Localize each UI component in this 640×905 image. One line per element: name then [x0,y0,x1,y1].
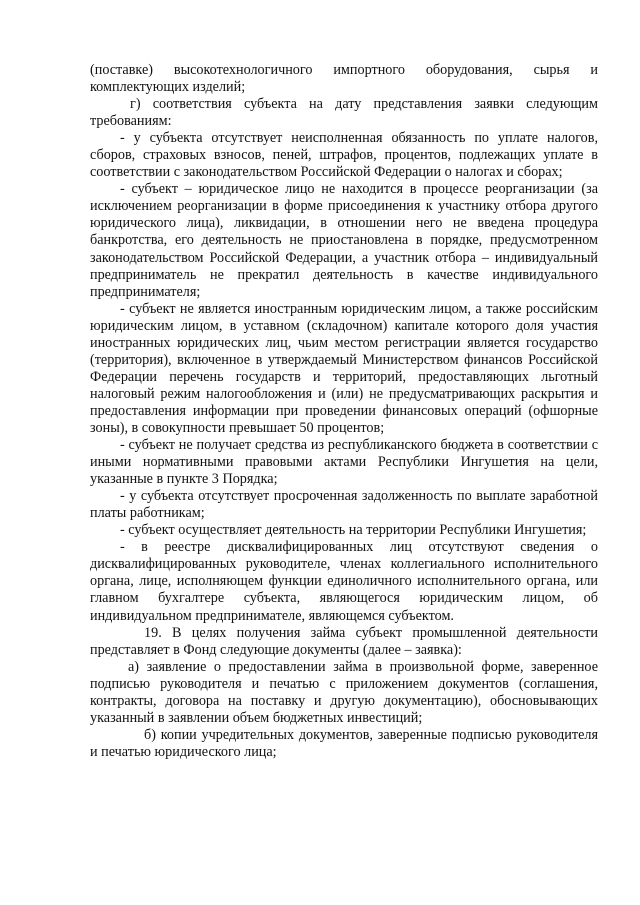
list-item-operates-in-ingushetia: - субъект осуществляет деятельность на территории Республики Ингушетия; [120,522,587,539]
paragraph-requirements-intro: г) соответствия субъекта на дату представления заявки следующим требованиям: [90,96,598,130]
paragraph-continuation: (поставке) высокотехнологичного импортного оборудования, сырья и комплектующих изделий; [90,62,598,96]
document-item-a: а) заявление о предоставлении займа в произвольной форме, заверенное подписью руководителя и печатью с приложением документов (соглашения, контракты, договора на поставку и другую документацию), обосновывающих указанный в заявлении объем бюджетных инвестиций; [90,658,598,726]
section-19-heading: 19. В целях получения займа субъект промышленной деятельности представляет в Фонд следующие документы (далее – заявка): [90,624,598,658]
list-item-not-foreign-entity: - субъект не является иностранным юридическим лицом, а также российским юридическим лицом, в уставном (складочном) капитале которого доля участия иностранных юридических лиц, чьим местом регистрации является государство (территория), включенное в утверждаемый Министерством финансов Российской Федерации перечень государств и территорий, предоставляющих льготный налоговый режим налогообложения и (или) не предусматривающих раскрытия и предоставления информации при проведении финансовых операций (офшорные зоны), в совокупности превышает 50 процентов; [90,300,598,436]
list-item-no-disqualified-persons: - в реестре дисквалифицированных лиц отсутствуют сведения о дисквалифицированных руководителе, членах коллегиального исполнительного органа, лице, исполняющем функции единоличного исполнительного органа, или главном бухгалтере субъекта, являющегося юридическим лицом, об индивидуальном предпринимателе, являющемся субъектом. [90,539,598,624]
document-item-b: б) копии учредительных документов, заверенные подписью руководителя и печатью юридического лица; [90,726,598,760]
list-item-no-other-budget-funds: - субъект не получает средства из республиканского бюджета в соответствии с иными нормативными правовыми актами Республики Ингушетия на цели, указанные в пункте 3 Порядка; [90,437,598,488]
list-item-no-tax-debt: - у субъекта отсутствует неисполненная обязанность по уплате налогов, сборов, страховых взносов, пеней, штрафов, процентов, подлежащих уплате в соответствии с законодательством Российской Федерации о налогах и сборах; [90,130,598,181]
list-item-no-wage-arrears: - у субъекта отсутствует просроченная задолженность по выплате заработной платы работникам; [90,488,598,522]
list-item-no-reorganization: - субъект – юридическое лицо не находится в процессе реорганизации (за исключением реорганизации в форме присоединения к участнику отбора другого юридического лица), ликвидации, в отношении него не введена процедура банкротства, его деятельность не приостановлена в порядке, предусмотренном законодательством Российской Федерации, а участник отбора – индивидуальный предприниматель не прекратил деятельность в качестве индивидуального предпринимателя; [90,181,598,300]
